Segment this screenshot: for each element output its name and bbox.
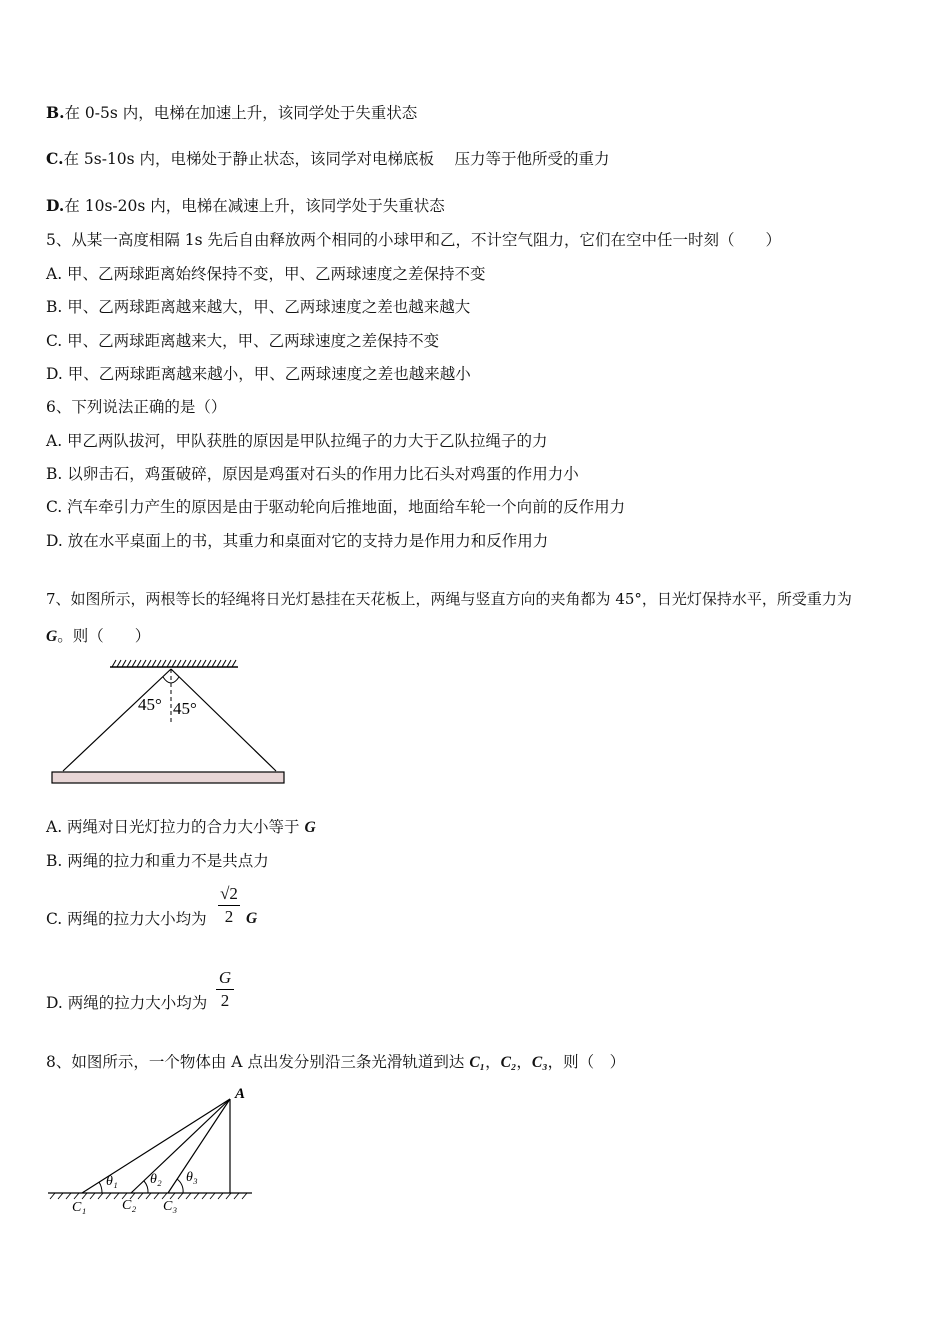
q7-stem: 7、如图所示，两根等长的轻绳将日光灯悬挂在天花板上，两绳与竖直方向的夹角都为 45°，日光灯保持水平，所受重力为 [46, 590, 852, 608]
fluorescent-lamp [52, 772, 284, 783]
gravity-symbol: G [304, 819, 316, 836]
q4-option-c [46, 149, 609, 169]
option-text: 在 5s-10s 内，电梯处于静止状态，该同学对电梯底板 压力等于他所受的重力 [63, 150, 610, 168]
fraction-bar [218, 905, 240, 906]
angle-label-right: 45° [173, 699, 197, 718]
q8-stem [46, 1052, 625, 1073]
q7-option-c [46, 909, 207, 929]
inclined-tracks-diagram [46, 1082, 261, 1217]
fraction-denominator: 2 [224, 907, 234, 926]
option-letter: D. [46, 196, 65, 215]
track-to-c2 [131, 1099, 230, 1193]
q5-stem: 5、从某一高度相隔 1s 先后自由释放两个相同的小球甲和乙，不计空气阻力，它们在空中任一时刻（ ） [46, 231, 782, 249]
left-rope [63, 669, 171, 771]
right-rope [171, 669, 276, 771]
theta3-label: θ₃ [186, 1170, 198, 1185]
point-c1: C₁ [469, 1054, 486, 1071]
option-text: 在 0-5s 内，电梯在加速上升，该同学处于失重状态 [64, 104, 418, 122]
theta1-label: θ₁ [106, 1174, 118, 1189]
option-letter: B. [46, 103, 65, 122]
q6-option-b: B. 以卵击石，鸡蛋破碎，原因是鸡蛋对石头的作用力比石头对鸡蛋的作用力小 [46, 465, 579, 483]
option-text: D. 两绳的拉力大小均为 [46, 994, 208, 1012]
separator: ， [516, 1053, 532, 1071]
gravity-symbol: G [246, 910, 258, 927]
q6-option-c: C. 汽车牵引力产生的原因是由于驱动轮向后推地面，地面给车轮一个向前的反作用力 [46, 498, 626, 516]
point-c3: C₃ [531, 1054, 548, 1071]
point-c2: C₂ [500, 1054, 517, 1071]
fraction-denominator: 2 [220, 991, 230, 1010]
q6-option-a: A. 甲乙两队拔河，甲队获胜的原因是甲队拉绳子的力大于乙队拉绳子的力 [46, 432, 548, 450]
theta2-label: θ₂ [150, 1172, 162, 1187]
separator: ， [485, 1053, 501, 1071]
q5-option-b: B. 甲、乙两球距离越来越大，甲、乙两球速度之差也越来越大 [46, 298, 471, 316]
point-label-c2: C₂ [122, 1198, 137, 1213]
angle-arc-theta2 [144, 1181, 148, 1193]
fraction-numerator: G [218, 968, 232, 987]
q6-option-d: D. 放在水平桌面上的书，其重力和桌面对它的支持力是作用力和反作用力 [46, 532, 549, 550]
q5-option-d: D. 甲、乙两球距离越来越小，甲、乙两球速度之差也越来越小 [46, 365, 471, 383]
lamp-hanging-diagram [46, 655, 296, 790]
q4-option-b [46, 103, 417, 123]
ceiling-hatching [112, 660, 236, 667]
q7-option-a [46, 817, 316, 838]
angle-arc-theta1 [99, 1182, 102, 1193]
q7-option-b: B. 两绳的拉力和重力不是共点力 [46, 852, 269, 870]
angle-arc-theta3 [177, 1179, 183, 1193]
option-letter: C. [46, 149, 64, 168]
q5-option-a: A. 甲、乙两球距离始终保持不变，甲、乙两球速度之差保持不变 [46, 265, 486, 283]
gravity-symbol: G [46, 628, 58, 645]
point-label-a: A [235, 1086, 246, 1102]
q8-stem-tail: ，则（ ） [547, 1053, 626, 1071]
q4-option-d [46, 196, 445, 216]
option-text: A. 两绳对日光灯拉力的合力大小等于 [46, 818, 305, 836]
ground-hatching [50, 1193, 247, 1199]
option-text: 在 10s-20s 内，电梯在减速上升，该同学处于失重状态 [64, 197, 445, 215]
g-over-2-fraction [214, 968, 236, 1011]
fraction-bar [216, 989, 234, 990]
point-label-c1: C₁ [72, 1200, 87, 1215]
fraction-numerator: √2 [220, 884, 238, 903]
option-text: C. 两绳的拉力大小均为 [46, 910, 207, 928]
q7-stem-continued [46, 626, 150, 647]
q5-option-c: C. 甲、乙两球距离越来大，甲、乙两球速度之差保持不变 [46, 332, 440, 350]
q6-stem: 6、下列说法正确的是（） [46, 398, 227, 416]
angle-label-left: 45° [138, 695, 162, 714]
q7-stem-tail: 。则（ ） [57, 627, 151, 645]
point-label-c3: C₃ [163, 1199, 178, 1214]
sqrt2-over-2-fraction [216, 884, 242, 927]
q8-stem-text: 8、如图所示，一个物体由 A 点出发分别沿三条光滑轨道到达 [46, 1053, 470, 1071]
q7-option-d [46, 993, 207, 1013]
